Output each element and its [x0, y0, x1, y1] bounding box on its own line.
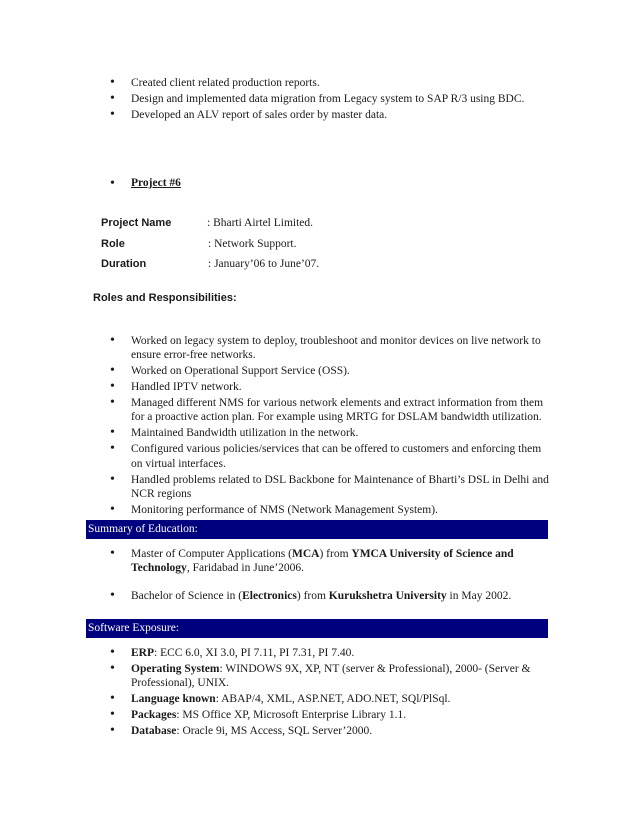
- list-item: • ERP: ECC 6.0, XI 3.0, PI 7.11, PI 7.31, PI 7.40.: [110, 646, 540, 660]
- list-item: • Developed an ALV report of sales order by master data.: [110, 108, 550, 122]
- list-item: • Created client related production reports.: [110, 76, 550, 90]
- list-item: • Master of Computer Applications (MCA) from YMCA University of Science and Technology, Faridabad in June’2006.: [110, 547, 530, 575]
- list-item: • Managed different NMS for various network elements and extract information from them for a proactive action plan. For example using MRTG for DSLAM bandwidth utilization.: [110, 396, 550, 424]
- project-name-value: : Bharti Airtel Limited.: [207, 217, 314, 229]
- list-item: • Worked on Operational Support Service (OSS).: [110, 364, 550, 378]
- list-item: • Maintained Bandwidth utilization in the network.: [110, 426, 550, 440]
- list-item: • Bachelor of Science in (Electronics) from Kurukshetra University in May 2002.: [110, 589, 530, 603]
- duration-value: : January’06 to June’07.: [208, 258, 320, 270]
- list-item: • Worked on legacy system to deploy, troubleshoot and monitor devices on live network to ensure error-free networks.: [110, 334, 550, 362]
- role-label: Role: [101, 238, 125, 250]
- software-section-header: Software Exposure:: [86, 619, 548, 638]
- list-item: • Monitoring performance of NMS (Network Management System).: [110, 503, 550, 517]
- software-list: [110, 646, 540, 740]
- project-title: • Project #6: [110, 177, 181, 189]
- top-bullet-list: [110, 76, 550, 124]
- list-item: • Configured various policies/services that can be offered to customers and enforcing them on virtual interfaces.: [110, 442, 550, 470]
- education-list: [110, 547, 530, 605]
- list-item: • Packages: MS Office XP, Microsoft Enterprise Library 1.1.: [110, 708, 540, 722]
- list-item: • Database: Oracle 9i, MS Access, SQL Server’2000.: [110, 724, 540, 738]
- list-item: • Language known: ABAP/4, XML, ASP.NET, ADO.NET, SQl/PlSql.: [110, 692, 540, 706]
- role-value: : Network Support.: [208, 238, 297, 250]
- roles-heading: Roles and Responsibilities:: [93, 292, 237, 304]
- list-item: • Handled problems related to DSL Backbone for Maintenance of Bharti’s DSL in Delhi and NCR regions: [110, 473, 550, 501]
- education-section-header: Summary of Education:: [86, 520, 548, 539]
- list-item: • Operating System: WINDOWS 9X, XP, NT (server & Professional), 2000- (Server & Professional), UNIX.: [110, 662, 540, 690]
- responsibilities-list: [110, 334, 550, 519]
- duration-label: Duration: [101, 258, 147, 270]
- project-name-label: Project Name: [101, 217, 172, 229]
- list-item: • Handled IPTV network.: [110, 380, 550, 394]
- list-item: • Design and implemented data migration from Legacy system to SAP R/3 using BDC.: [110, 92, 550, 106]
